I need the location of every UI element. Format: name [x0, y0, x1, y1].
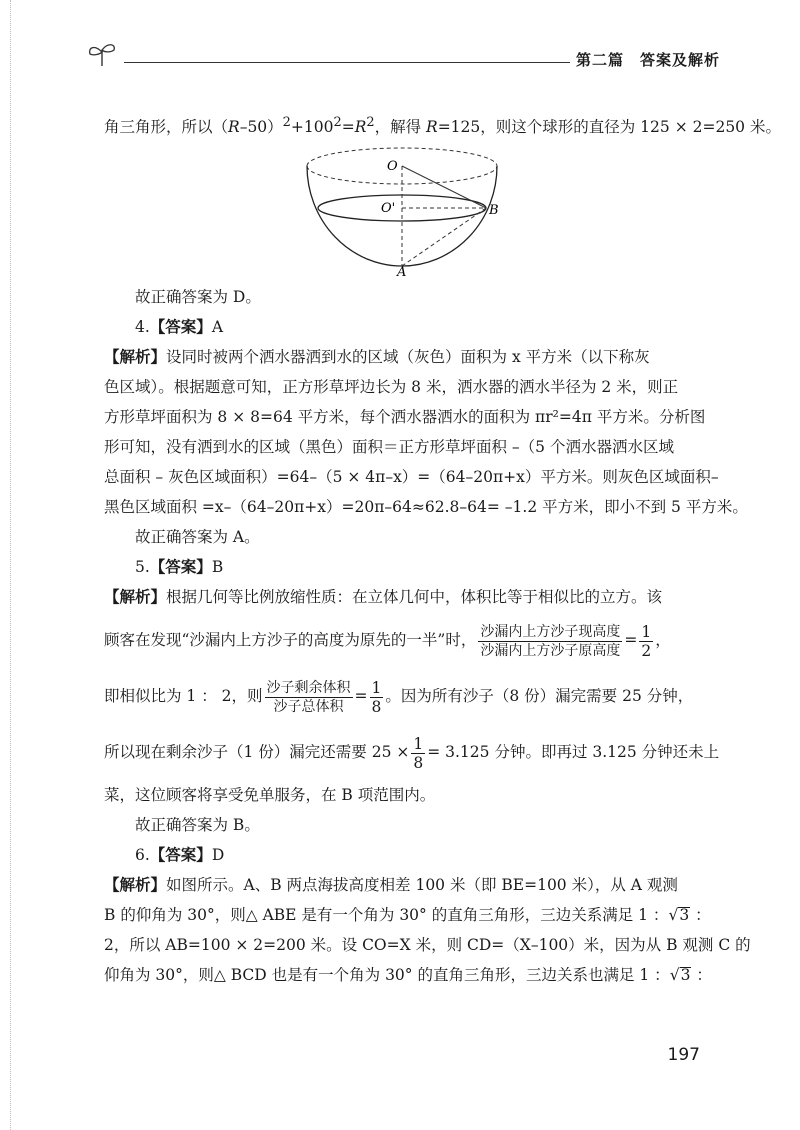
- exp: 2: [333, 115, 342, 130]
- text: ，: [655, 631, 671, 650]
- text: 即相似比为 1 ： 2，则: [104, 687, 263, 706]
- var: R: [228, 118, 240, 137]
- sqrt-radicand: 3: [680, 966, 691, 985]
- q6-analysis-line2: B 的仰角为 30°，则△ ABE 是有一个角为 30° 的直角三角形，三边关系满足 1 ：√3 ：: [104, 906, 711, 925]
- var: R: [354, 118, 367, 137]
- fraction-denominator: 8: [413, 753, 424, 772]
- radius-ob: [402, 166, 486, 208]
- var: R: [426, 118, 438, 137]
- text: 如图所示。A、B 两点海拔高度相差 100 米（即 BE=100 米），从 A 观测: [166, 876, 678, 895]
- question-number: 4.: [135, 318, 150, 337]
- fraction-denominator: 2: [641, 641, 652, 660]
- equals: =: [354, 687, 368, 706]
- page-body: [104, 108, 781, 990]
- q5-analysis-line1: [104, 582, 700, 612]
- fraction-numerator: 沙子剩余体积: [266, 679, 351, 696]
- answer-label: 【答案】: [149, 557, 212, 577]
- fraction-eighth: [370, 679, 384, 716]
- q4-analysis-line2: 色区域）。根据题意可知，正方形草坪边长为 8 米，洒水器的洒水半径为 2 米，则正: [104, 378, 679, 397]
- answer-label: 【答案】: [149, 845, 212, 865]
- page-header: [84, 36, 720, 76]
- label-a: A: [397, 265, 407, 277]
- text: =125，则这个球形的直径为 125 × 2=250 米。: [437, 118, 781, 137]
- text: 设同时被两个洒水器洒到水的区域（灰色）面积为 x 平方米（以下称灰: [166, 348, 650, 367]
- exp: 2: [366, 115, 375, 130]
- top-ellipse-back: [307, 148, 497, 166]
- header-rule: [124, 62, 570, 63]
- answer-value: A: [211, 318, 224, 337]
- text: +100: [290, 118, 334, 137]
- text: ：: [691, 966, 712, 985]
- sqrt-radicand: 3: [679, 906, 690, 925]
- q4-analysis-line4: 形可知，没有洒到水的区域（黑色）面积＝正方形草坪面积 –（5 个洒水器洒水区域: [104, 438, 674, 457]
- text: ：: [690, 906, 711, 925]
- fraction-numerator: 1: [641, 622, 652, 641]
- fraction-eighth: [411, 735, 425, 772]
- q5-answer: [104, 552, 700, 582]
- q6-answer: [104, 840, 700, 870]
- label-o-prime: O': [381, 201, 396, 217]
- fraction-denominator: 沙漏内上方沙子原高度: [480, 642, 621, 659]
- q4-analysis-line1: [104, 342, 700, 372]
- q5-conclusion: 故正确答案为 B。: [135, 816, 260, 835]
- hemisphere-figure: [297, 146, 507, 276]
- label-b: B: [489, 203, 499, 219]
- text: 仰角为 30°，则△ BCD 也是有一个角为 30° 的直角三角形，三边关系也满足 1 ：: [104, 966, 670, 985]
- q5-analysis-line3: [104, 668, 700, 724]
- question-number: 5.: [135, 558, 150, 577]
- question-number: 6.: [135, 846, 150, 865]
- header-title: 第二篇 答案及解析: [575, 51, 720, 69]
- q5-analysis-line2: [104, 612, 700, 668]
- exp: 2: [282, 115, 291, 130]
- analysis-label: 【解析】: [104, 875, 167, 895]
- fraction-volume-ratio: [265, 679, 353, 716]
- scan-edge: [0, 0, 11, 1130]
- text: 所以现在剩余沙子（1 份）漏完还需要 25 ×: [104, 743, 410, 762]
- fraction-denominator: 8: [371, 697, 382, 716]
- text: 顾客在发现“沙漏内上方沙子的高度为原先的一半”时，: [104, 631, 477, 650]
- fraction-numerator: 1: [413, 734, 424, 753]
- equals: =: [624, 631, 638, 650]
- label-o: O: [387, 159, 398, 175]
- fraction-half: [639, 623, 653, 660]
- q6-analysis-line3: 2，所以 AB=100 × 2=200 米。设 CO=X 米，则 CD=（X–100）米，因为从 B 观测 C 的: [104, 936, 751, 955]
- text: B 的仰角为 30°，则△ ABE 是有一个角为 30° 的直角三角形，三边关系满足 1 ：: [104, 906, 669, 925]
- q6-analysis-line1: [104, 870, 700, 900]
- q4-analysis-line3: 方形草坪面积为 8 × 8=64 平方米，每个洒水器洒水的面积为 πr²=4π 平方米。分析图: [104, 408, 706, 427]
- fraction-numerator: 1: [371, 678, 382, 697]
- q6-analysis-line4: 仰角为 30°，则△ BCD 也是有一个角为 30° 的直角三角形，三边关系也满足 1 ：√3 ：: [104, 966, 712, 985]
- q4-analysis-line5: 总面积 – 灰色区域面积）=64–（5 × 4π–x）=（64–20π+x）平方米。则灰色区域面积–: [104, 468, 719, 487]
- text: 根据几何等比例放缩性质：在立体几何中，体积比等于相似比的立方。该: [166, 588, 663, 607]
- answer-value: B: [211, 558, 224, 577]
- fraction-denominator: 沙子总体积: [273, 698, 344, 715]
- answer-value: D: [211, 846, 225, 865]
- fraction-height-ratio: [478, 623, 622, 660]
- intro-paragraph: [104, 108, 781, 142]
- analysis-label: 【解析】: [104, 587, 167, 607]
- page-number: 197: [667, 1045, 700, 1065]
- fraction-numerator: 沙漏内上方沙子现高度: [480, 623, 621, 640]
- q5-analysis-line4: [104, 724, 720, 780]
- text: = 3.125 分钟。即再过 3.125 分钟还未上: [427, 743, 720, 762]
- sprout-icon: [84, 40, 120, 68]
- analysis-label: 【解析】: [104, 347, 167, 367]
- answer-label: 【答案】: [149, 317, 212, 337]
- text: 角三角形，所以（: [104, 118, 229, 137]
- text: 。因为所有沙子（8 份）漏完需要 25 分钟，: [385, 687, 694, 706]
- segment-ab: [402, 208, 486, 266]
- text: ，解得: [374, 118, 427, 137]
- q4-conclusion: 故正确答案为 A。: [135, 528, 260, 547]
- text: =: [341, 118, 355, 137]
- text: –50）: [239, 118, 283, 137]
- q5-analysis-line5: 菜，这位顾客将享受免单服务，在 B 项范围内。: [104, 786, 436, 805]
- q4-analysis-line6: 黑色区域面积 =x–（64–20π+x）=20π–64≈62.8–64= –1.2 平方米，即小不到 5 平方米。: [104, 498, 748, 517]
- q4-answer: [104, 312, 700, 342]
- q3-conclusion: 故正确答案为 D。: [135, 288, 261, 307]
